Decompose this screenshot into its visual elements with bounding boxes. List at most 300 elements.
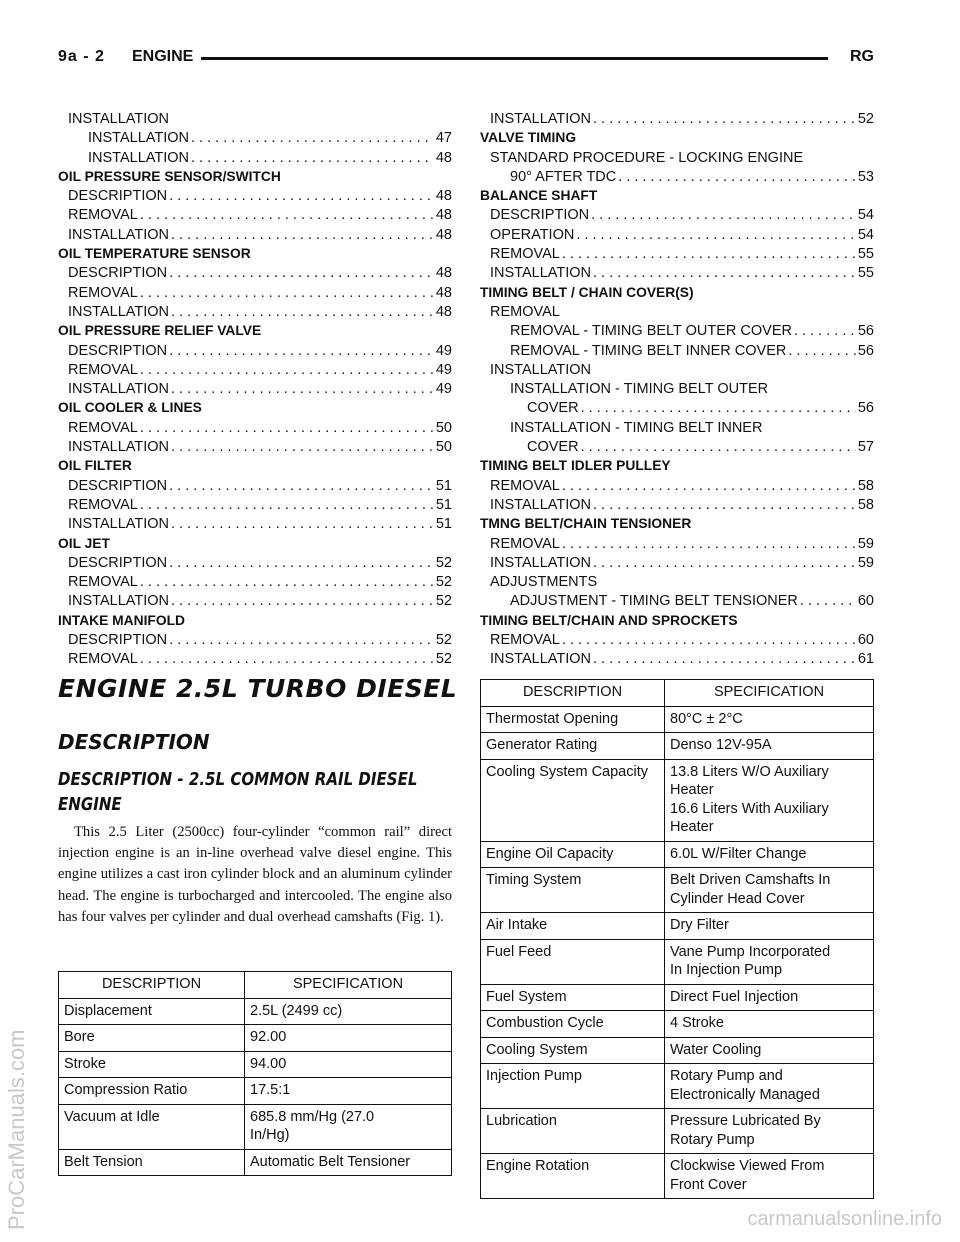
specification-cell	[665, 841, 874, 868]
description-cell	[481, 1037, 665, 1064]
cell-text: Displacement	[64, 1002, 152, 1019]
cell-text: 13.8 Liters W/O Auxiliary	[670, 763, 829, 780]
toc-label: REMOVAL	[68, 651, 138, 668]
cell-text: Fuel Feed	[486, 943, 552, 960]
dot-leader	[140, 574, 434, 590]
toc-page-number: 59	[857, 554, 874, 571]
toc-page-number: 58	[857, 496, 874, 513]
toc-page-number: 48	[435, 149, 452, 166]
toc-label: OIL PRESSURE SENSOR/SWITCH	[58, 168, 281, 184]
cell-text: 685.8 mm/Hg (27.0	[250, 1108, 375, 1125]
dot-leader	[171, 516, 434, 532]
toc-page-number: 50	[435, 419, 452, 436]
toc-label: DESCRIPTION	[68, 554, 168, 571]
toc-label: OIL FILTER	[58, 458, 132, 474]
dot-leader	[593, 265, 856, 281]
description-cell	[481, 1154, 665, 1199]
description-cell	[59, 1078, 245, 1105]
column-header-description: DESCRIPTION	[481, 680, 665, 707]
toc-label: INSTALLATION	[68, 381, 169, 398]
toc-label: TIMING BELT / CHAIN COVER(S)	[480, 284, 694, 300]
toc-page-number: 52	[435, 632, 452, 649]
dot-leader	[591, 207, 856, 223]
toc-page-number: 49	[435, 342, 452, 359]
toc-entry[interactable]	[58, 188, 452, 207]
description-cell	[481, 868, 665, 913]
description-paragraph: This 2.5 Liter (2500cc) four-cylinder “common rail” direct injection engine is an in-line overhead valve diesel engine. This engine utilizes a cast iron cylinder block and an aluminum cylinder head. The engine is turbocharged and intercooled. The engine also has four valves per cylinder and dual overhead camshafts (Fig. 1).	[58, 824, 452, 925]
toc-page-number: 52	[435, 554, 452, 571]
section-name: ENGINE	[132, 48, 201, 66]
toc-label: REMOVAL	[490, 246, 560, 263]
toc-label: 90° AFTER TDC	[510, 168, 617, 185]
cell-text: Front Cover	[670, 1176, 747, 1193]
table-row	[481, 1064, 874, 1109]
toc-page-number: 51	[435, 496, 452, 513]
toc-label: COVER	[527, 400, 579, 417]
model-code: RG	[842, 48, 874, 66]
toc-label: REMOVAL	[68, 419, 138, 436]
description-cell	[481, 841, 665, 868]
toc-heading	[58, 323, 452, 342]
toc-page-number: 47	[435, 130, 452, 147]
specification-cell	[245, 1025, 452, 1052]
cell-text: Water Cooling	[670, 1041, 762, 1058]
toc-page-number: 48	[435, 265, 452, 282]
toc-page-number: 52	[857, 111, 874, 127]
toc-page-number: 54	[857, 226, 874, 243]
cell-text: Engine Oil Capacity	[486, 845, 614, 862]
description-cell	[59, 998, 245, 1025]
dot-leader	[140, 362, 434, 378]
toc-label: REMOVAL	[490, 303, 560, 320]
toc-label: DESCRIPTION	[490, 207, 590, 224]
toc-entry[interactable]	[480, 265, 874, 284]
table-row	[481, 733, 874, 760]
toc-left-column	[58, 111, 452, 671]
toc-entry[interactable]	[58, 227, 452, 246]
toc-entry[interactable]	[480, 323, 874, 342]
description-cell	[481, 1109, 665, 1154]
toc-entry[interactable]	[480, 651, 874, 670]
toc-page-number: 56	[857, 400, 874, 417]
description-cell	[59, 1025, 245, 1052]
toc-heading	[58, 458, 452, 477]
toc-label: REMOVAL	[490, 535, 560, 552]
toc-entry[interactable]	[58, 632, 452, 651]
column-header-specification: SPECIFICATION	[245, 972, 452, 999]
table-row	[59, 1104, 452, 1149]
cell-text: Pressure Lubricated By	[670, 1113, 821, 1129]
specification-cell	[665, 733, 874, 760]
table-row	[481, 984, 874, 1011]
toc-label: OPERATION	[490, 226, 575, 243]
cell-text: Fuel System	[486, 988, 567, 1005]
toc-page-number: 61	[857, 651, 874, 668]
toc-entry[interactable]	[58, 150, 452, 169]
toc-entry[interactable]	[480, 593, 874, 612]
table-row	[481, 1037, 874, 1064]
cell-text: Thermostat Opening	[486, 710, 619, 727]
cell-text: Engine Rotation	[486, 1158, 590, 1174]
table-row	[481, 841, 874, 868]
toc-entry[interactable]	[58, 574, 452, 593]
toc-label: DESCRIPTION	[68, 265, 168, 282]
toc-page-number: 60	[857, 632, 874, 649]
toc-label: REMOVAL	[490, 477, 560, 494]
table-row	[481, 759, 874, 841]
table-row	[59, 1149, 452, 1176]
cell-text: 16.6 Liters With Auxiliary	[670, 800, 829, 817]
cell-text: Heater	[670, 782, 714, 798]
column-header-description: DESCRIPTION	[59, 972, 245, 999]
toc-page-number: 56	[857, 342, 874, 359]
toc-entry[interactable]	[480, 632, 874, 651]
toc-label: DESCRIPTION	[68, 188, 168, 205]
toc-label: INSTALLATION	[490, 554, 591, 571]
cell-text: Automatic Belt Tensioner	[250, 1153, 411, 1170]
dot-leader	[169, 555, 434, 571]
toc-page-number: 48	[435, 207, 452, 224]
watermark-procarmanuals: ProCarManuals.com	[4, 1029, 29, 1230]
dot-leader	[581, 439, 856, 455]
cell-text: Clockwise Viewed From	[670, 1158, 825, 1174]
toc-heading	[480, 188, 874, 207]
toc-page-number: 51	[435, 477, 452, 494]
toc-page-number: 48	[435, 303, 452, 320]
toc-label: TIMING BELT/CHAIN AND SPROCKETS	[480, 612, 738, 628]
toc-entry[interactable]	[58, 555, 452, 574]
page-header	[58, 48, 874, 72]
specification-cell	[665, 1154, 874, 1199]
toc-label: REMOVAL	[68, 496, 138, 513]
toc-label: ADJUSTMENT - TIMING BELT TENSIONER	[510, 593, 798, 610]
toc-entry[interactable]	[58, 304, 452, 323]
toc-entry[interactable]	[58, 420, 452, 439]
cell-text: 4 Stroke	[670, 1015, 724, 1031]
toc-page-number: 50	[435, 439, 452, 456]
dot-leader	[140, 207, 434, 223]
cell-text: Cooling System	[486, 1041, 588, 1058]
table-row	[481, 939, 874, 984]
toc-heading	[58, 536, 452, 555]
toc-label: INSTALLATION	[68, 593, 169, 610]
table-row	[481, 913, 874, 940]
toc-heading	[480, 613, 874, 632]
cell-text: 80°C ± 2°C	[670, 710, 743, 727]
toc-label: INSTALLATION - TIMING BELT INNER	[510, 419, 763, 436]
table-row	[59, 1051, 452, 1078]
dot-leader	[171, 381, 434, 397]
dot-leader	[140, 651, 434, 667]
cell-text: Injection Pump	[486, 1068, 582, 1084]
specification-cell	[665, 1011, 874, 1038]
toc-label: INSTALLATION	[490, 361, 591, 378]
dot-leader	[562, 632, 856, 648]
dot-leader	[171, 304, 434, 320]
description-cell	[481, 1011, 665, 1038]
toc-entry[interactable]	[480, 478, 874, 497]
toc-page-number: 48	[435, 188, 452, 205]
toc-entry[interactable]	[480, 207, 874, 226]
toc-page-number: 60	[857, 593, 874, 610]
toc-entry[interactable]	[480, 555, 874, 574]
toc-entry	[480, 574, 874, 593]
toc-entry	[480, 150, 874, 169]
dot-leader	[794, 323, 856, 339]
dot-leader	[800, 593, 856, 609]
table-row	[59, 998, 452, 1025]
toc-label: INSTALLATION	[68, 111, 169, 127]
cell-text: Air Intake	[486, 917, 548, 933]
toc-label: OIL TEMPERATURE SENSOR	[58, 246, 251, 262]
toc-label: TIMING BELT IDLER PULLEY	[480, 458, 671, 474]
toc-entry[interactable]	[58, 343, 452, 362]
toc-page-number: 52	[435, 651, 452, 668]
toc-label: INTAKE MANIFOLD	[58, 612, 185, 628]
toc-entry	[480, 381, 874, 400]
dot-leader	[169, 265, 434, 281]
specification-cell	[665, 984, 874, 1011]
cell-text: 17.5:1	[250, 1082, 291, 1098]
toc-page-number: 52	[435, 574, 452, 591]
toc-entry[interactable]	[480, 536, 874, 555]
dot-leader	[593, 497, 856, 513]
toc-page-number: 58	[857, 477, 874, 494]
cell-text: Generator Rating	[486, 737, 598, 753]
dot-leader	[171, 593, 434, 609]
cell-text: Rotary Pump and	[670, 1068, 783, 1084]
toc-label: VALVE TIMING	[480, 130, 577, 146]
cell-text: Vane Pump Incorporated	[670, 943, 831, 960]
specification-cell	[665, 913, 874, 940]
cell-text: Dry Filter	[670, 917, 729, 933]
article-title: ENGINE 2.5L TURBO DIESEL	[58, 674, 458, 703]
toc-heading	[480, 516, 874, 535]
dot-leader	[191, 130, 434, 146]
toc-page-number: 49	[435, 361, 452, 378]
table-row	[481, 1109, 874, 1154]
toc-label: COVER	[527, 439, 579, 456]
description-cell	[481, 984, 665, 1011]
spec-table-general	[58, 971, 452, 1176]
dot-leader	[562, 246, 856, 262]
dot-leader	[140, 497, 434, 513]
dot-leader	[140, 420, 434, 436]
dot-leader	[581, 400, 856, 416]
toc-heading	[480, 130, 874, 149]
dot-leader	[593, 651, 856, 667]
toc-entry[interactable]	[58, 207, 452, 226]
cell-text: Electronically Managed	[670, 1086, 820, 1103]
toc-entry[interactable]	[58, 516, 452, 535]
specification-cell	[665, 759, 874, 841]
cell-text: 6.0L W/Filter Change	[670, 845, 807, 862]
table-row	[481, 706, 874, 733]
specification-cell	[245, 1104, 452, 1149]
dot-leader	[562, 536, 856, 552]
toc-label: TMNG BELT/CHAIN TENSIONER	[480, 516, 692, 532]
toc-page-number: 54	[857, 207, 874, 224]
cell-text: In Injection Pump	[670, 962, 783, 978]
toc-entry[interactable]	[58, 497, 452, 516]
specification-cell	[245, 1149, 452, 1176]
cell-text: In/Hg)	[250, 1127, 290, 1143]
toc-heading	[58, 400, 452, 419]
table-row	[59, 1078, 452, 1105]
dot-leader	[169, 188, 434, 204]
toc-entry[interactable]	[480, 246, 874, 265]
table-row	[481, 868, 874, 913]
toc-heading	[58, 169, 452, 188]
dot-leader	[562, 478, 856, 494]
dot-leader	[140, 285, 434, 301]
specification-cell	[665, 1109, 874, 1154]
dot-leader	[576, 227, 856, 243]
toc-label: BALANCE SHAFT	[480, 188, 598, 204]
description-cell	[481, 759, 665, 841]
dot-leader	[593, 555, 856, 571]
toc-heading	[58, 246, 452, 265]
toc-entry[interactable]	[480, 169, 874, 188]
toc-entry[interactable]	[58, 130, 452, 149]
cell-text: 94.00	[250, 1055, 287, 1072]
toc-entry	[58, 111, 452, 130]
cell-text: Direct Fuel Injection	[670, 988, 799, 1005]
toc-page-number: 49	[435, 381, 452, 398]
toc-entry[interactable]	[58, 381, 452, 400]
description-cell	[481, 706, 665, 733]
dot-leader	[169, 343, 434, 359]
toc-entry[interactable]	[480, 497, 874, 516]
header-rule	[198, 57, 828, 60]
dot-leader	[169, 478, 434, 494]
watermark-carmanualsonline: carmanualsonline.info	[747, 1208, 942, 1230]
toc-label: DESCRIPTION	[68, 342, 168, 359]
toc-heading	[58, 613, 452, 632]
toc-entry[interactable]	[58, 439, 452, 458]
toc-label: INSTALLATION	[88, 130, 189, 147]
toc-page-number: 55	[857, 246, 874, 263]
description-cell	[481, 1064, 665, 1109]
toc-label: INSTALLATION - TIMING BELT OUTER	[510, 381, 769, 398]
spec-table-systems	[480, 679, 874, 1199]
description-cell	[59, 1051, 245, 1078]
toc-entry[interactable]	[58, 362, 452, 381]
toc-right-column	[480, 111, 874, 671]
cell-text: 92.00	[250, 1029, 287, 1045]
cell-text: Rotary Pump	[670, 1131, 755, 1148]
description-cell	[59, 1104, 245, 1149]
column-header-specification: SPECIFICATION	[665, 680, 874, 707]
description-cell	[481, 913, 665, 940]
dot-leader	[171, 439, 434, 455]
toc-entry	[480, 304, 874, 323]
dot-leader	[788, 343, 856, 359]
specification-cell	[665, 1037, 874, 1064]
cell-text: Compression Ratio	[64, 1082, 188, 1098]
toc-entry[interactable]	[58, 285, 452, 304]
specification-cell	[665, 1064, 874, 1109]
toc-page-number: 59	[857, 535, 874, 552]
toc-label: INSTALLATION	[68, 303, 169, 320]
toc-entry[interactable]	[480, 343, 874, 362]
dot-leader	[618, 169, 856, 185]
toc-label: INSTALLATION	[490, 111, 591, 127]
toc-label: INSTALLATION	[490, 265, 591, 282]
toc-label: OIL JET	[58, 535, 110, 551]
toc-entry[interactable]	[58, 593, 452, 612]
toc-label: REMOVAL - TIMING BELT OUTER COVER	[510, 323, 792, 340]
subsection-heading: DESCRIPTION - 2.5L COMMON RAIL DIESEL ENGINE	[58, 770, 418, 815]
cell-text: Lubrication	[486, 1113, 557, 1129]
toc-entry[interactable]	[480, 439, 874, 458]
toc-entry[interactable]	[58, 265, 452, 284]
page-number: 9a - 2	[58, 48, 105, 65]
toc-entry	[480, 420, 874, 439]
dot-leader	[169, 632, 434, 648]
toc-entry	[480, 362, 874, 381]
toc-entry[interactable]	[480, 400, 874, 419]
toc-label: INSTALLATION	[490, 651, 591, 668]
table-row	[481, 1154, 874, 1199]
cell-text: Denso 12V-95A	[670, 737, 772, 753]
specification-cell	[665, 868, 874, 913]
specification-cell	[665, 939, 874, 984]
cell-text: Combustion Cycle	[486, 1015, 604, 1031]
toc-entry[interactable]	[58, 478, 452, 497]
description-cell	[59, 1149, 245, 1176]
cell-text: Cooling System Capacity	[486, 763, 648, 780]
toc-label: ADJUSTMENTS	[490, 574, 598, 591]
table-row	[59, 1025, 452, 1052]
cell-text: Bore	[64, 1029, 95, 1045]
dot-leader	[191, 150, 434, 166]
toc-page-number: 48	[435, 226, 452, 243]
cell-text: Vacuum at Idle	[64, 1108, 160, 1125]
toc-label: INSTALLATION	[490, 496, 591, 513]
toc-label: OIL PRESSURE RELIEF VALVE	[58, 323, 262, 339]
toc-page-number: 57	[857, 439, 874, 456]
toc-label: STANDARD PROCEDURE - LOCKING ENGINE	[490, 149, 804, 166]
cell-text: Heater	[670, 819, 714, 835]
toc-label: OIL COOLER & LINES	[58, 400, 202, 416]
toc-page-number: 48	[435, 284, 452, 301]
toc-entry[interactable]	[480, 227, 874, 246]
toc-label: DESCRIPTION	[68, 632, 168, 649]
specification-cell	[665, 706, 874, 733]
toc-label: REMOVAL	[68, 574, 138, 591]
toc-label: REMOVAL - TIMING BELT INNER COVER	[510, 342, 787, 359]
toc-entry[interactable]	[58, 651, 452, 670]
toc-label: INSTALLATION	[68, 226, 169, 243]
cell-text: Belt Tension	[64, 1153, 143, 1170]
toc-label: INSTALLATION	[88, 149, 189, 166]
toc-entry[interactable]	[480, 111, 874, 130]
toc-label: REMOVAL	[68, 284, 138, 301]
section-heading: DESCRIPTION	[58, 730, 210, 754]
specification-cell	[245, 1078, 452, 1105]
toc-page-number: 52	[435, 593, 452, 610]
description-cell	[481, 733, 665, 760]
toc-heading	[480, 458, 874, 477]
toc-page-number: 56	[857, 323, 874, 340]
specification-cell	[245, 1051, 452, 1078]
toc-label: REMOVAL	[490, 632, 560, 649]
cell-text: Belt Driven Camshafts In	[670, 872, 831, 888]
cell-text: Cylinder Head Cover	[670, 890, 805, 907]
toc-page-number: 51	[435, 516, 452, 533]
cell-text: Timing System	[486, 872, 582, 888]
